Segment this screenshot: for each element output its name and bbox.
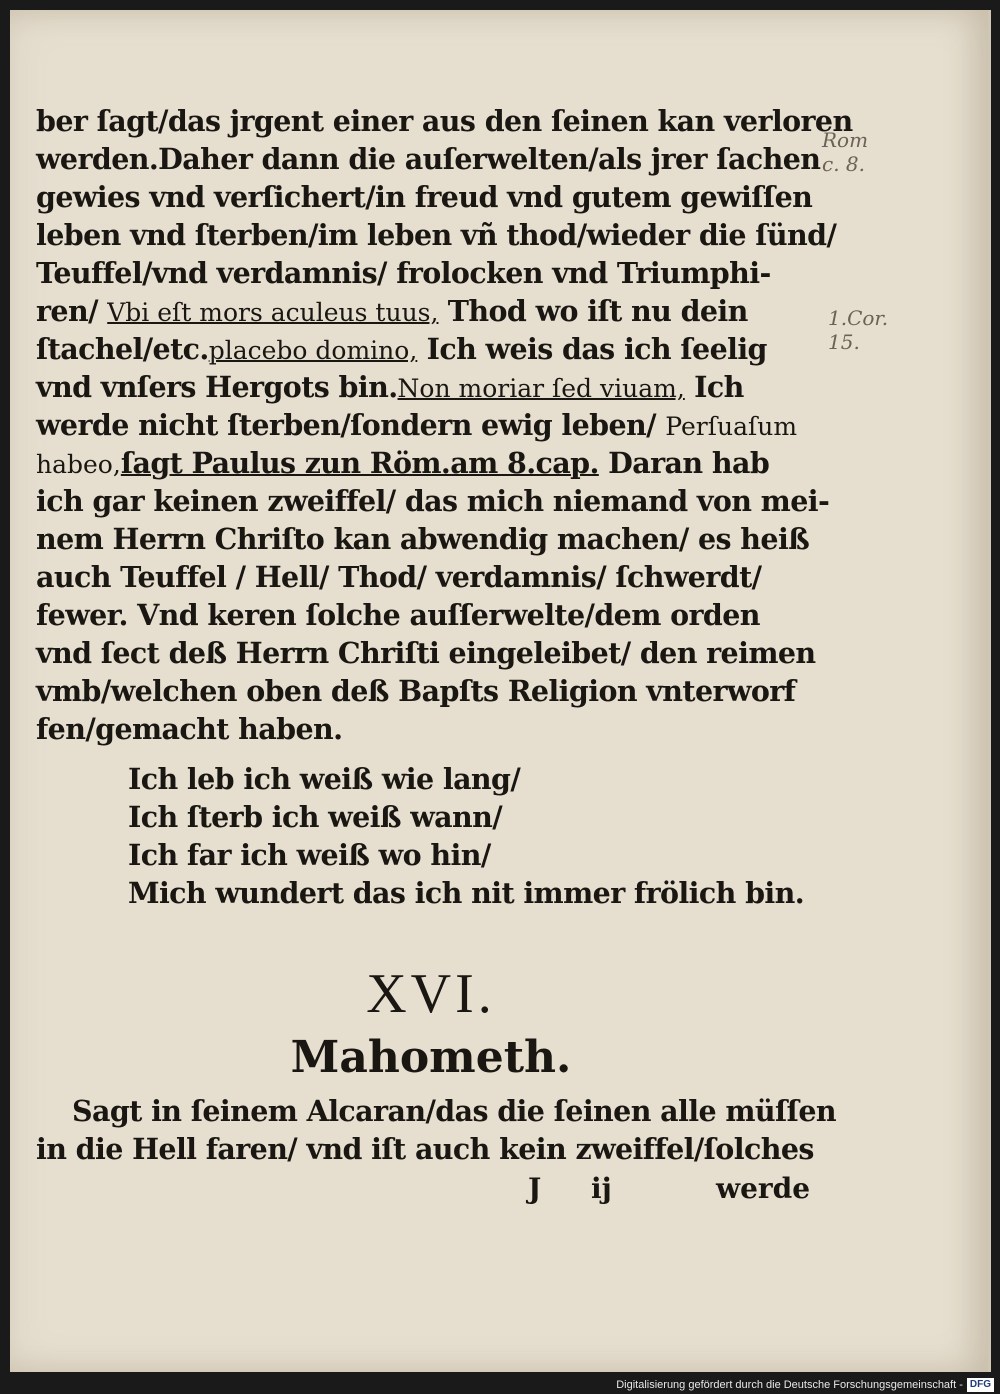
dfg-logo: DFG: [967, 1378, 994, 1392]
text-segment: ren/: [36, 294, 98, 328]
verse-line: Mich wundert das ich nit immer frölich bin.: [128, 876, 805, 910]
signature-mark: J ij: [528, 1172, 612, 1205]
latin-quote: Vbi eſt mors aculeus tuus,: [107, 298, 439, 327]
latin-quote: Non moriar ſed viuam,: [397, 374, 685, 403]
latin-quote: Perſuaſum: [665, 412, 798, 441]
text-segment: Daran hab: [598, 446, 770, 480]
text-line: Teuffel/vnd verdamnis/ frolocken vnd Triumphi-: [36, 256, 771, 290]
text-line: Sagt in ſeinem Alcaran/das die ſeinen alle müſſen: [72, 1094, 836, 1128]
text-line: leben vnd ſterben/im leben vñ thod/wieder die ſünd/: [36, 218, 837, 252]
verse-line: Ich ſterb ich weiß wann/: [128, 800, 503, 834]
verse-line: Ich far ich weiß wo hin/: [128, 838, 491, 872]
text-line: [36, 446, 769, 480]
text-line: vnd ſect deß Herrn Chriſti eingeleibet/ den reimen: [36, 636, 816, 670]
text-segment: Ich: [684, 370, 744, 404]
verse-line: Ich leb ich weiß wie lang/: [128, 762, 521, 796]
text-segment: Ich weis das ich ſeelig: [417, 332, 767, 366]
text-line: auch Teuffel / Hell/ Thod/ verdamnis/ ſchwerdt/: [36, 560, 762, 594]
text-line: in die Hell faren/ vnd iſt auch kein zweiffel/ſolches: [36, 1132, 814, 1166]
text-segment: Thod wo iſt nu dein: [438, 294, 748, 328]
text-line: gewies vnd verſichert/in freud vnd gutem gewiſſen: [36, 180, 813, 214]
margin-note-top: Rom c. 8.: [822, 128, 869, 176]
text-line: ich gar keinen zweiffel/ das mich niemand von mei-: [36, 484, 830, 518]
section-title: Mahometh.: [290, 1032, 572, 1083]
text-line: ber ſagt/das jrgent einer aus den ſeinen kan verloren: [36, 104, 853, 138]
text-segment: ſagt Paulus zun Röm.am 8.cap.: [120, 446, 599, 480]
text-line: [36, 294, 748, 328]
text-line: fen/gemacht haben.: [36, 712, 343, 746]
text-line: [36, 408, 797, 442]
section-number: XVI.: [366, 963, 496, 1025]
book-page: [10, 10, 991, 1372]
text-line: vmb/welchen oben deß Bapſts Religion vnterworf: [36, 674, 796, 708]
text-line: [36, 370, 744, 404]
text-segment: ſtachel/etc.: [36, 332, 209, 366]
catchword: werde: [716, 1172, 811, 1205]
footer-text: Digitalisierung gefördert durch die Deutsche Forschungsgemeinschaft -: [616, 1379, 963, 1391]
text-line: fewer. Vnd keren ſolche auſſerwelte/dem orden: [36, 598, 760, 632]
text-line: [36, 332, 767, 366]
text-segment: werde nicht ſterben/ſondern ewig leben/: [36, 408, 656, 442]
text-line: werden.Daher dann die auſerwelten/als jrer ſachen: [36, 142, 821, 176]
text-segment: vnd vnſers Hergots bin.: [36, 370, 398, 404]
text-line: nem Herrn Chriſto kan abwendig machen/ es heiß: [36, 522, 810, 556]
margin-note-reference: 1.Cor. 15.: [828, 306, 889, 354]
digitization-footer: [616, 1378, 994, 1392]
latin-quote: habeo,: [36, 450, 121, 479]
latin-quote: placebo domino,: [208, 336, 418, 365]
